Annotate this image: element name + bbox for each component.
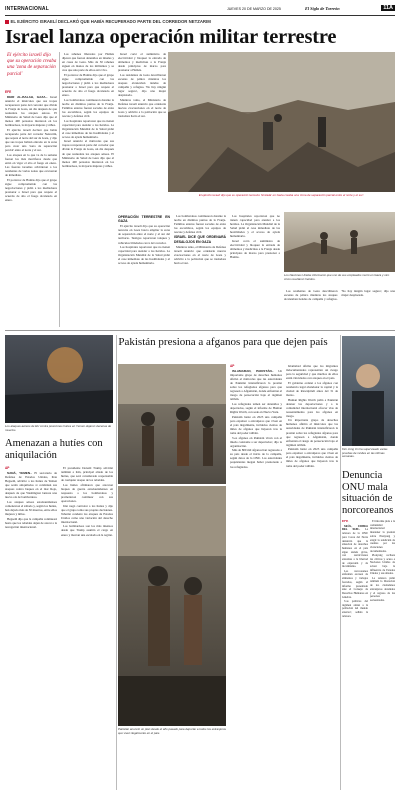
lead-body-4: El ejército israelí dijo que su operación terrestre en Gaza busca ampliar la zona de separación entre el norte y el sur del territorio. Testigos reportaron tanques y vehículos blindados cerca del corredor.: [118, 224, 170, 245]
huties-headline: Amenazan a hutíes con aniquilación: [5, 438, 103, 461]
col-divider-lower-2: [340, 335, 341, 790]
section-label: INTERNACIONAL: [5, 6, 49, 12]
lead-photo-small-caption: Los Naciones Unidas informaron que uno de sus empleados murió en Gaza y otro cinco resultaron heridos.: [284, 273, 390, 281]
lead-body-3c: Mientras tanto, el Ministerio de Defensa israelí anunció que ordenaría nuevas evacuaciones en el norte de Gaza y advirtió a la población que se trasladara hacia el sur.: [118, 97, 166, 118]
lead-body-2d: Los hospitales reportaron que no tienen capacidad para atender a los heridos. La Organización Mundial de la Salud pidió el cese inmediato de las hostilidades y el acceso de ayuda humanitaria.: [62, 118, 114, 139]
lead-col-7: [284, 289, 395, 327]
huties-byline: AP: [5, 466, 10, 470]
lead-body-7: Los residentes de Gaza describieron escenas de pánico mientras los ataques alcanzaban tiendas de campaña y refugios. 'No hay ningún lugar seguro', dijo una mujer desplazada.: [284, 289, 395, 302]
pakistan-body-3b: Islamabad afirma que los migrantes indocumentados representan un riesgo para la seguridad y que muchos de ellos están vinculados con ataques en el país.: [286, 364, 338, 381]
lead-col-2: [62, 52, 114, 327]
pakistan-body-3: Más de 800 mil afganos han regresado a su país desde el inicio de la campaña, según datos de la ONU. Las autoridades paquistaníes niegan haber presionado a los refugiados.: [230, 448, 282, 469]
pakistan-photo-caption: Pakistán anunció un plan desde el año pasado para deportar a todos los extranjeros que viven ilegalmente en el país.: [118, 727, 226, 735]
huties-photo: [5, 335, 113, 423]
onu-byline: EFE: [342, 520, 349, 523]
page-number: 11A: [383, 5, 393, 11]
lead-col-1: [5, 90, 57, 325]
lead-byline: EFE: [5, 90, 12, 94]
onu-photo: [342, 336, 395, 446]
pakistan-body-6: Pakistán lanzó en 2023 una campaña para expulsar a extranjeros que viven en el país ilegalmente, incluidos cientos de miles de afganos que huyeron tras la toma del poder talibán.: [286, 447, 338, 468]
lead-body-1b: El ejército israelí declaró que había recuperado parte del corredor Netzarim, que separa el norte del sur de Gaza, y dijo que sus tropas habían entrado en la zona para crear una 'zona de separación parcial' entre el norte y el sur.: [5, 128, 57, 153]
pakistan-body-2b: 'Los afganos en Pakistán viven con el miedo constante a ser deportados', dijo la organización.: [230, 435, 282, 448]
family-photo-icon: [118, 486, 226, 726]
huties-photo-caption: Los ataques aéreos de EU contra posiciones hutíes en Yemen dejaron decenas de muertos.: [5, 424, 112, 432]
onu-col-2: [370, 520, 395, 790]
onu-photo-caption: Kim Jong Un ha supervisado varias pruebas de misiles en las últimas semanas.: [342, 447, 388, 458]
huties-body-3: Irán negó controlar a los hutíes y dijo que el grupo toma sus propias decisiones. Teherán condenó los ataques de Estados Unidos como una violación del derecho internacional.: [61, 503, 113, 524]
col-divider-lower-1: [116, 335, 117, 790]
lead-photo-caption: El ejército israelí dijo que su operación terrestre 'limitada' en Gaza creaba una 'zona de separación parcial entre el norte y el sur'.: [198, 193, 365, 197]
strike-photo-icon: [5, 335, 113, 423]
lead-body-4b: Los hospitales reportaron que no tienen capacidad para atender a los heridos. La Organización Mundial de la Salud pidió el cese inmediato de las hostilidades y el acceso de ayuda humanitaria.: [118, 245, 170, 266]
onu-body-2b: Pionyang rechaza las críticas y acusa a Naciones Unidas de actuar bajo la influencia de Estados Unidos y sus aliados.: [370, 553, 395, 576]
pakistan-col-2: [286, 364, 338, 736]
lead-body-2b: El portavoz de Hamás dijo que el grupo sigue comprometido con las negociaciones y pidió a los mediadores presionar a Israel para que respete el acuerdo de alto el fuego alcanzado en enero.: [62, 72, 114, 98]
onu-dateline: SEÚL, COREA DEL SUR.-: [342, 523, 368, 532]
lead-body-1: Israel anunció el miércoles que sus tropas recuperaron parte del corredor que divide la Franja de Gaza, un día después de que reanudara los ataques aéreos. El Ministerio de Salud de Gaza dijo que al menos 400 personas murieron en los bombardeos, la mayoría mujeres y niños.: [5, 95, 57, 128]
onu-body-1c: 'Las políticas del régimen aíslan a la población del mundo exterior', señaló la relatora.: [342, 599, 368, 618]
pakistan-body-1b: Los refugiados temen ser detenidos y deportados, según el informe de Human Rights Watch, con sede en Nueva York.: [230, 402, 282, 415]
red-square-icon: [5, 20, 9, 24]
onu-body-2c: La relatora pidió también la liberación de los ciudadanos extranjeros detenidos y el regreso de las personas secuestradas.: [370, 576, 395, 602]
lead-photo-small: [284, 212, 395, 272]
lead-col-3: [118, 52, 166, 212]
section-rule-1: [5, 330, 395, 331]
lead-body-3b: Los residentes de Gaza describieron escenas de pánico mientras los ataques alcanzaban tiendas de campaña y refugios. 'No hay ningún lugar seguro', dijo una mujer desplazada.: [118, 72, 166, 98]
lead-photo-main: [168, 52, 395, 192]
lead-subhead-2: ISRAEL DICE QUE ORDENARÁ DESALOJOS EN GAZA: [174, 235, 226, 244]
pakistan-dateline: ISLAMABAD, PAKISTÁN.-: [232, 369, 274, 374]
lead-col-4: [118, 214, 170, 326]
lead-body-3: Israel cortó el suministro de electricidad y bloqueó la entrada de alimentos y medicinas a la Franja desde principios de marzo para presionar a Hamás.: [118, 52, 166, 73]
onu-col-1: [342, 520, 368, 790]
lead-body-2e: Israel anunció el miércoles que sus tropas recuperaron parte del corredor que divide la Franja de Gaza, un día después de que reanudara los ataques aéreos. El Ministerio de Salud de Gaza dijo que al menos 400 personas murieron en los bombardeos, la mayoría mujeres y niños.: [62, 139, 114, 168]
lead-body-6: Los hospitales reportaron que no tienen capacidad para atender a los heridos. La Organización Mundial de la Salud pidió el cese inmediato de las hostilidades y el acceso de ayuda humanitaria.: [230, 214, 280, 239]
pakistan-body-5: Un importante grupo de derechos humanos afirmó el miércoles que las autoridades de Pakistán intensificaron la presión sobre los refugiados afganos para que regresen a Afganistán, donde enfrentan el riesgo de persecución bajo el régimen talibán.: [286, 418, 338, 447]
pakistan-headline: Pakistán presiona a afganos para que dejen país: [118, 336, 328, 348]
lead-subhead-1: OPERACIÓN TERRESTRE EN GAZA: [118, 215, 170, 224]
lead-deck: El ejército israelí dijo que su operación creaba una 'zona de separación parcial': [7, 53, 57, 77]
pakistan-photo-top: [118, 364, 226, 484]
huties-body-1b: Los ataques aéreos estadounidenses comenzaron el sábado y, según los hutíes, han dejado más de 50 muertos, entre ellos mujeres y niños.: [5, 499, 57, 517]
kicker-text: EL EJÉRCITO ISRAELÍ DECLARÓ QUE HABÍA RECUPERADO PARTE DEL CORREDOR NETZARIM: [10, 19, 211, 24]
onu-body-1: La relatora de la ONU para Corea del Norte denunció que la situación de derechos humanos en el país sigue siendo grave, con restricciones extremas a la libertad de expresión y de movimiento.: [342, 528, 368, 569]
page-header: [5, 6, 395, 15]
lead-body-5b: Mientras tanto, el Ministerio de Defensa israelí anunció que ordenaría nuevas evacuaciones en el norte de Gaza y advirtió a la población que se trasladara hacia el sur.: [174, 244, 226, 265]
lead-body-6b: Israel cortó el suministro de electricidad y bloqueó la entrada de alimentos y medicinas a la Franja desde principios de marzo para presionar a Hamás.: [230, 238, 280, 260]
huties-body-2b: Los hutíes afirmaron que atacaron buques de guerra estadounidenses en respuesta a los bombardeos y prometieron continuar con sus operaciones.: [61, 482, 113, 503]
pakistan-byline: AP: [230, 364, 235, 368]
paper-name: El Siglo de Torreón: [305, 6, 340, 11]
lead-dateline: DEIR AL-BALAH, GAZA.-: [7, 95, 48, 100]
pakistan-body-4: El gobierno ordenó a los afganos con residencia legal abandonar la capital y la ciudad de Rawalpindi antes del 31 de marzo.: [286, 380, 338, 397]
issue-date: JUEVES 20 DE MARZO DE 2025: [227, 6, 281, 11]
lead-body-2: Los rehenes liberados por Hamás dijeron que fueron detenidos en túneles y en casas de Gaza. Más de 50 rehenes siguen en manos de los militantes y se cree que una parte de ellos está viva.: [62, 52, 114, 73]
pakistan-body-1: Un importante grupo de derechos humanos afirmó el miércoles que las autoridades de Pakistán intensificaron la presión sobre los refugiados afganos para que regresen a Afganistán, donde enfrentan el riesgo de persecución bajo el régimen talibán.: [230, 369, 282, 402]
huties-body-1: El secretario de Defensa de Estados Unidos, Pete Hegseth, advirtió a los hutíes de Yemen que serán aniquilados si continúan sus ataques contra buques en el mar Rojo, después de que Washington lanzara una nueva ola de bombardeos.: [5, 471, 57, 500]
pakistan-body-2: Pakistán lanzó en 2023 una campaña para expulsar a extranjeros que viven en el país ilegalmente, incluidos cientos de miles de afganos que huyeron tras la toma del poder talibán.: [230, 414, 282, 435]
lead-col-5: [174, 214, 226, 326]
onu-body-2: El informe pide a la comunidad internacional mantener la presión sobre Pionyang y exigir la rendición de cuentas por las violaciones documentadas.: [370, 520, 395, 553]
lead-headline: Israel lanza operación militar terrestre: [5, 26, 337, 48]
refugees-photo-icon: [118, 364, 226, 484]
pakistan-col-1: [230, 364, 282, 736]
huties-body-3b: Los bombardeos son los más intensos desde que Trump asumió el cargo en enero y marcan una escalada en la región.: [61, 524, 113, 537]
lead-body-2c: Los bombardeos continuaron durante la noche en distintos puntos de la Franja. Familias enteras fueron sacadas de entre los escombros, según los equipos de rescate y defensa civil.: [62, 97, 114, 118]
crowd-photo-icon: [284, 212, 395, 272]
huties-body-2: El presidente Donald Trump advirtió también a Irán, principal aliado de los hutíes, que será considerado responsable de cualquier ataque de los rebeldes.: [61, 466, 113, 483]
onu-body-1b: Los norcoreanos enfrentan escasez de alimentos y trabajos forzados, según el informe presentado ante el Consejo de Derechos Humanos en Ginebra.: [342, 569, 368, 599]
lead-body-1d: El portavoz de Hamás dijo que el grupo sigue comprometido con las negociaciones y pidió a los mediadores presionar a Israel para que respete el acuerdo de alto el fuego alcanzado en enero.: [5, 177, 57, 202]
huties-col-1: [5, 466, 57, 788]
rubble-photo-icon: [168, 52, 395, 192]
leader-photo-icon: [342, 336, 395, 446]
onu-headline: Denuncia ONU mala situación de norcoreanos: [342, 470, 394, 516]
pakistan-photo-bottom: [118, 486, 226, 726]
lead-col-6: [230, 214, 280, 326]
huties-col-2: [61, 466, 113, 788]
huties-body-1c: Hegseth dijo que la campaña continuará hasta que los rebeldes dejen de atacar a la navegación internacional.: [5, 516, 57, 529]
pakistan-body-4b: Human Rights Watch pidió a Pakistán detener las deportaciones y a la comunidad internacional ofrecer vías de reasentamiento para los afganos en riesgo.: [286, 397, 338, 418]
lead-body-5: Los bombardeos continuaron durante la noche en distintos puntos de la Franja. Familias enteras fueron sacadas de entre los escombros, según los equipos de rescate y defensa civil.: [174, 214, 226, 235]
lead-body-1c: Los ataques en lo que va de la semana fueron los más mortíferos desde que entró en vigor el alto el fuego en enero. Las fuerzas israelíes advirtieron a los residentes de varias zonas que evacuaran de inmediato.: [5, 152, 57, 178]
lead-kicker: [5, 19, 395, 24]
huties-dateline: SANÁ, YEMEN.-: [7, 471, 32, 476]
header-rule: [5, 15, 395, 16]
col-divider: [59, 52, 60, 327]
